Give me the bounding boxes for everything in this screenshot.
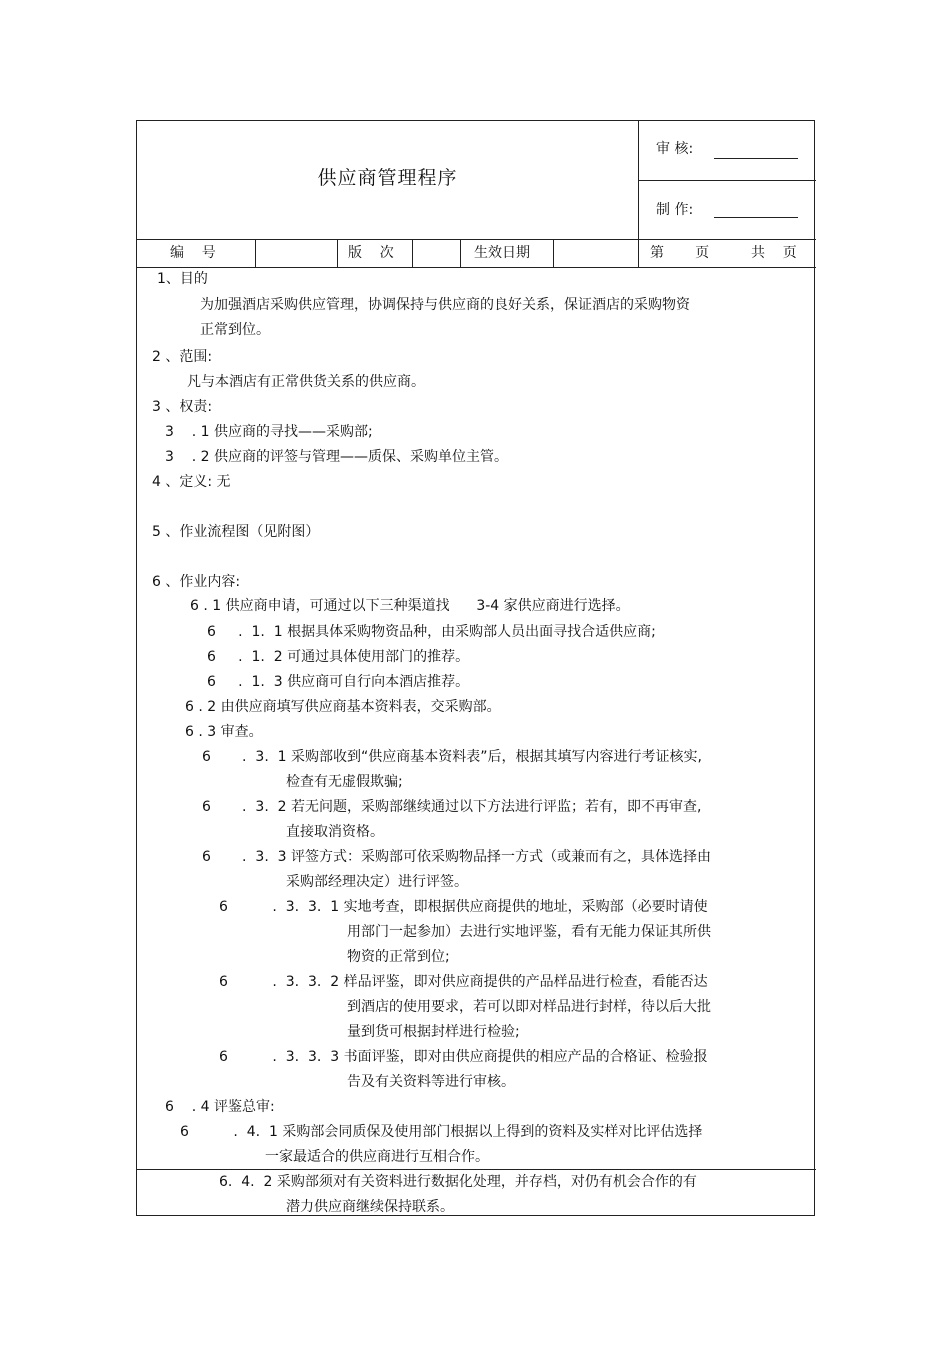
body-line: 6 . 4 评鉴总审: [165, 1099, 275, 1115]
maker-signature-line [714, 217, 798, 218]
meta-sep-5 [553, 239, 554, 268]
body-line: 6 . 1. 3 供应商可自行向本酒店推荐。 [207, 674, 470, 690]
body-line: 到酒店的使用要求，若可以即对样品进行封样，待以后大批 [347, 999, 711, 1015]
section-1-heading: 1、目的 [157, 271, 208, 287]
section-5-heading: 5 、作业流程图（见附图） [152, 524, 320, 540]
body-line: 6 . 3. 3 评签方式：采购部可依采购物品择一方式（或兼而有之，具体选择由 [202, 849, 712, 865]
number-label: 编 号 [170, 245, 216, 261]
header-bottom-line [137, 239, 816, 240]
body-line: 量到货可根据封样进行检验; [347, 1024, 520, 1040]
body-line: 6 . 3 审查。 [185, 724, 263, 740]
section-3-heading: 3 、权责: [152, 399, 213, 415]
body-separator-line [137, 1169, 816, 1170]
procedure-document [136, 120, 815, 1216]
section-4-heading: 4 、定义: 无 [152, 474, 231, 490]
review-label: 审 核: [656, 141, 694, 157]
body-line: 6 . 3. 2 若无问题，采购部继续通过以下方法进行评监；若有，即不再审查, [202, 799, 702, 815]
body-line: 6 . 3. 3. 1 实地考查，即根据供应商提供的地址，采购部（必要时请使 [219, 899, 708, 915]
body-line: 6 . 2 由供应商填写供应商基本资料表，交采购部。 [185, 699, 501, 715]
meta-sep-3 [412, 239, 413, 268]
section-2-heading: 2 、范围: [152, 349, 213, 365]
body-line: 6 . 3. 3. 2 样品评鉴，即对供应商提供的产品样品进行检查，看能否达 [219, 974, 708, 990]
document-title: 供应商管理程序 [317, 167, 458, 189]
meta-bottom-line [137, 267, 816, 268]
total-pages-label: 共 页 [751, 245, 797, 261]
body-line: 6 . 1. 2 可通过具体使用部门的推荐。 [207, 649, 470, 665]
section-6-heading: 6 、作业内容: [152, 574, 241, 590]
page-label: 第 页 [650, 245, 710, 261]
body-line: 为加强酒店采购供应管理，协调保持与供应商的良好关系，保证酒店的采购物资 [200, 297, 690, 313]
body-line: 一家最适合的供应商进行互相合作。 [265, 1149, 489, 1165]
body-line: 6. 4. 2 采购部须对有关资料进行数据化处理，并存档，对仍有机会合作的有 [219, 1174, 697, 1190]
effective-date-label: 生效日期 [474, 245, 530, 261]
body-line: 凡与本酒店有正常供货关系的供应商。 [187, 374, 425, 390]
body-line: 6 . 3. 1 采购部收到“供应商基本资料表”后，根据其填写内容进行考证核实, [202, 749, 702, 765]
body-line: 采购部经理决定）进行评签。 [286, 874, 468, 890]
body-line: 物资的正常到位; [347, 949, 450, 965]
body-line: 6 . 3. 3. 3 书面评鉴，即对由供应商提供的相应产品的合格证、检验报 [219, 1049, 708, 1065]
maker-label: 制 作: [656, 202, 694, 218]
signature-divider [638, 180, 816, 181]
body-line: 3 . 2 供应商的评签与管理——质保、采购单位主管。 [165, 449, 508, 465]
body-line: 检查有无虚假欺骗; [286, 774, 403, 790]
body-line: 潜力供应商继续保持联系。 [286, 1199, 454, 1215]
body-line: 6 . 4. 1 采购部会同质保及使用部门根据以上得到的资料及实样对比评估选择 [180, 1124, 703, 1140]
version-label: 版 次 [348, 245, 394, 261]
body-line: 6 . 1 供应商申请，可通过以下三种渠道找 3-4 家供应商进行选择。 [190, 598, 630, 614]
meta-sep-4 [460, 239, 461, 268]
meta-sep-1 [255, 239, 256, 268]
body-line: 用部门一起参加）去进行实地评鉴，看有无能力保证其所供 [347, 924, 711, 940]
body-line: 6 . 1. 1 根据具体采购物资品种，由采购部人员出面寻找合适供应商; [207, 624, 656, 640]
review-signature-line [714, 158, 798, 159]
body-line: 告及有关资料等进行审核。 [347, 1074, 515, 1090]
body-line: 直接取消资格。 [286, 824, 384, 840]
meta-sep-2 [337, 239, 338, 268]
header-divider [638, 121, 639, 268]
body-line: 正常到位。 [200, 322, 270, 338]
body-line: 3 . 1 供应商的寻找——采购部; [165, 424, 373, 440]
